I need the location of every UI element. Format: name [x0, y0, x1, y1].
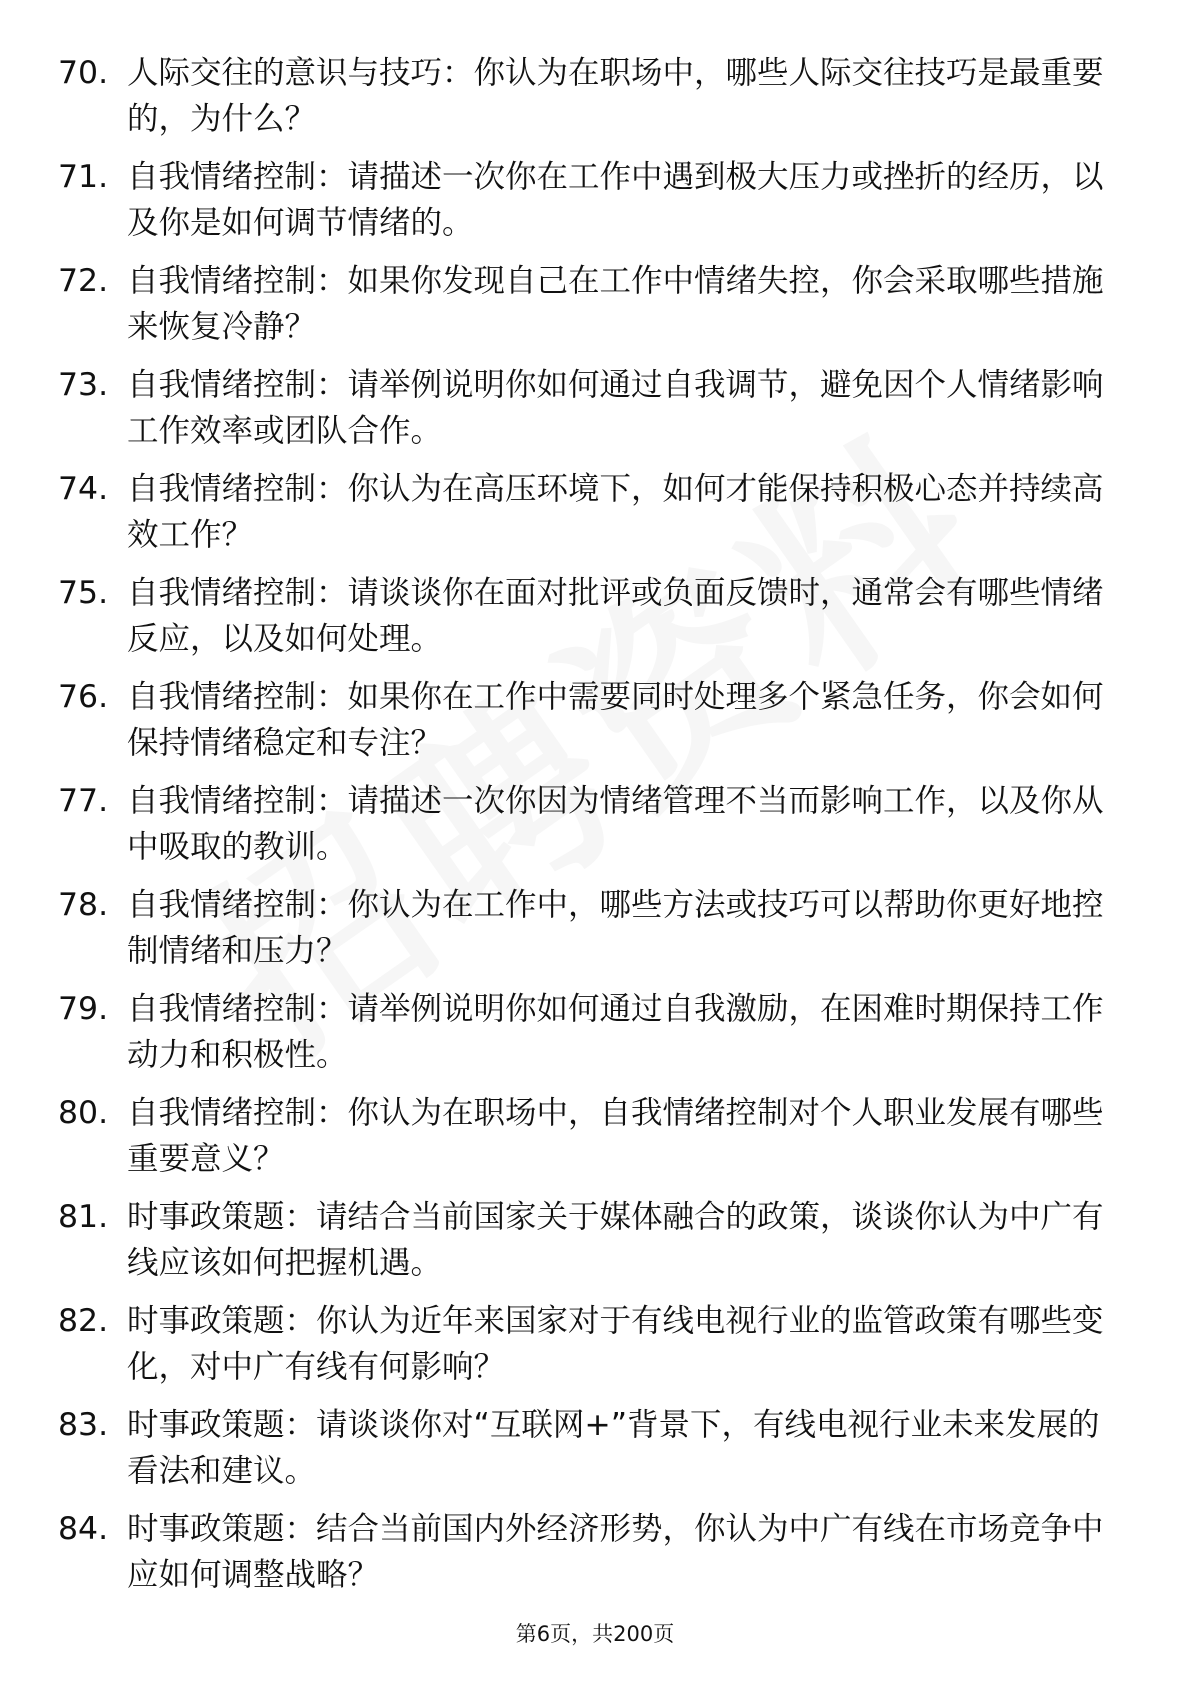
question-text: 自我情绪控制：你认为在职场中，自我情绪控制对个人职业发展有哪些重要意义？	[127, 1095, 1104, 1177]
question-item	[0, 154, 1190, 246]
question-number: 78.	[58, 887, 109, 923]
question-text: 人际交往的意识与技巧：你认为在职场中，哪些人际交往技巧是最重要的，为什么？	[127, 55, 1104, 137]
question-number: 74.	[58, 471, 109, 507]
question-item	[0, 882, 1190, 974]
question-list	[0, 50, 1190, 1610]
question-number: 82.	[58, 1303, 109, 1339]
question-item	[0, 1298, 1190, 1390]
question-text: 时事政策题：你认为近年来国家对于有线电视行业的监管政策有哪些变化，对中广有线有何影响？	[127, 1303, 1104, 1385]
question-item	[0, 570, 1190, 662]
question-text: 时事政策题：请谈谈你对“互联网+”背景下，有线电视行业未来发展的看法和建议。	[127, 1407, 1100, 1489]
question-number: 80.	[58, 1095, 109, 1131]
question-text: 自我情绪控制：你认为在工作中，哪些方法或技巧可以帮助你更好地控制情绪和压力？	[127, 887, 1104, 969]
question-item	[0, 50, 1190, 142]
question-number: 77.	[58, 783, 109, 819]
question-item	[0, 466, 1190, 558]
question-number: 76.	[58, 679, 109, 715]
question-item	[0, 674, 1190, 766]
question-number: 72.	[58, 263, 109, 299]
question-item	[0, 1402, 1190, 1494]
question-text: 自我情绪控制：请谈谈你在面对批评或负面反馈时，通常会有哪些情绪反应，以及如何处理。	[127, 575, 1104, 657]
question-text: 自我情绪控制：你认为在高压环境下，如何才能保持积极心态并持续高效工作？	[127, 471, 1104, 553]
question-number: 73.	[58, 367, 109, 403]
question-text: 自我情绪控制：请描述一次你因为情绪管理不当而影响工作，以及你从中吸取的教训。	[127, 783, 1104, 865]
question-item	[0, 362, 1190, 454]
question-number: 81.	[58, 1199, 109, 1235]
question-text: 自我情绪控制：如果你发现自己在工作中情绪失控，你会采取哪些措施来恢复冷静？	[127, 263, 1104, 345]
question-item	[0, 258, 1190, 350]
question-text: 自我情绪控制：请举例说明你如何通过自我激励，在困难时期保持工作动力和积极性。	[127, 991, 1104, 1073]
question-text: 时事政策题：请结合当前国家关于媒体融合的政策，谈谈你认为中广有线应该如何把握机遇。	[127, 1199, 1104, 1281]
question-text: 自我情绪控制：请描述一次你在工作中遇到极大压力或挫折的经历，以及你是如何调节情绪的。	[127, 159, 1104, 241]
page-number-footer: 第6页，共200页	[515, 1622, 675, 1646]
question-text: 自我情绪控制：请举例说明你如何通过自我调节，避免因个人情绪影响工作效率或团队合作。	[127, 367, 1104, 449]
question-item	[0, 778, 1190, 870]
question-item	[0, 986, 1190, 1078]
question-number: 79.	[58, 991, 109, 1027]
question-number: 83.	[58, 1407, 109, 1443]
question-number: 75.	[58, 575, 109, 611]
question-text: 时事政策题：结合当前国内外经济形势，你认为中广有线在市场竞争中应如何调整战略？	[127, 1511, 1104, 1593]
question-number: 70.	[58, 55, 109, 91]
question-item	[0, 1194, 1190, 1286]
question-text: 自我情绪控制：如果你在工作中需要同时处理多个紧急任务，你会如何保持情绪稳定和专注？	[127, 679, 1104, 761]
question-number: 71.	[58, 159, 109, 195]
question-item	[0, 1090, 1190, 1182]
question-item	[0, 1506, 1190, 1598]
question-number: 84.	[58, 1511, 109, 1547]
